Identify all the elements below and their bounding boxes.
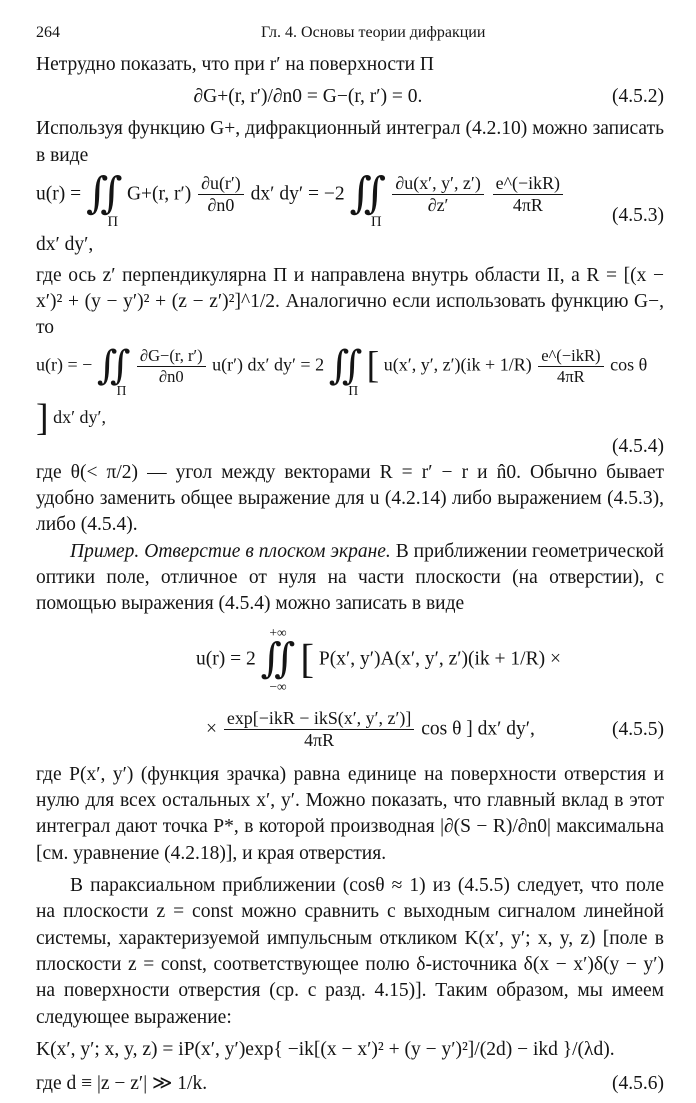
lower-limit: −∞ [269, 679, 287, 695]
equation-number: (4.5.3) [612, 204, 664, 226]
double-integral-sign: ∬ [85, 170, 108, 218]
equation-condition: где d ≡ |z − z′| ≫ 1/k. [36, 1072, 208, 1094]
paragraph-7: В параксиальном приближении (cosθ ≈ 1) из (4.5.5) следует, что поле на плоскости z = const можно сравнить с выходным сигналом линейной системы, характеризуемой импульсным откликом K(x′, y′; x, y, z) [поле в плоскости z = const, соответствующее полю δ-источника δ(x − x′)δ(y − y′) на поверхности отверстия (ср. с разд. 4.15)]. Таким образом, мы имеем следующее выражение: [36, 874, 664, 1028]
integral-with-limits [261, 626, 296, 694]
paragraph-1: Нетрудно показать, что при r′ на поверхности П [36, 54, 434, 75]
equation-number: (4.5.6) [612, 1072, 664, 1094]
eq-lhs: u(r) = 2 [196, 648, 256, 670]
eq-text: × [206, 718, 217, 740]
eq-lhs: u(r) = − [36, 354, 93, 375]
fraction: $\frac{\partial u(r')}{\partial n0}$ [198, 173, 244, 217]
fraction: $\frac{\text{e\textasciicircum{}(−ikR)}}{4\pi R}$ [493, 173, 563, 217]
eq-text: u(x′, y′, z′)(ik + 1/R) [383, 354, 532, 375]
upper-limit: +∞ [269, 624, 287, 640]
fraction: $\frac{\partial G-(r, r')}{\partial n0}$ [137, 346, 206, 387]
page-number: 264 [36, 24, 60, 41]
equation-number: (4.5.4) [612, 435, 664, 457]
double-integral-sign: ∬ [96, 343, 117, 388]
equation-4-5-6 [36, 1035, 664, 1065]
eq-lhs: u(r) = [36, 183, 82, 205]
double-integral-sign: ∬ [260, 636, 296, 682]
running-title: Гл. 4. Основы теории дифракции [261, 24, 486, 41]
paragraph-2: Используя функцию G+, дифракционный интеграл (4.2.10) можно записать в виде [36, 118, 664, 166]
eq-text: P(x′, y′)A(x′, y′, z′)(ik + 1/R) × [318, 648, 561, 670]
double-integral-sign: ∬ [349, 170, 371, 218]
paragraph-5 [36, 539, 664, 618]
eq-text: dx′ dy′, [36, 234, 94, 256]
fraction: $\frac{\text{e\textasciicircum{}(−ikR)}}{4\pi R}$ [538, 346, 603, 387]
paragraph-6: где P(x′, y′) (функция зрачка) равна единице на поверхности отверстия и нулю для всех остальных x′, y′. Можно показать, что главный вклад в этот интеграл дают точка P*, в которой производная |∂(S − R)/∂n0| максимальна [см. уравнение (4.2.18)], и края отверстия. [36, 763, 664, 864]
equation-body [36, 343, 664, 439]
equation-number: (4.5.2) [612, 86, 664, 108]
fraction: $\frac{\text{exp[−ikR − ikS(x′, y′, z′)]}}{4\pi R}$ [224, 708, 414, 752]
equation-body [36, 626, 664, 694]
integration-domain: П [116, 382, 127, 398]
paragraph-4: где θ(< π/2) — угол между векторами R = r′ − r и n̂0. Обычно бывает удобно заменить общее выражение для u (4.2.14) либо выражением (4.5.3), либо (4.5.4). [36, 461, 664, 536]
fraction: $\frac{\partial u(x', y', z')}{\partial z'}$ [392, 173, 483, 217]
equation-body [36, 170, 580, 259]
equation-4-5-6-condition [36, 1069, 664, 1099]
equation-body [36, 708, 580, 752]
integration-domain: П [348, 382, 359, 398]
eq-text: cos θ [610, 354, 648, 375]
paragraph-3: где ось z′ перпендикулярна П и направлена внутрь области II, а R = [(x − x′)² + (y − y′)² + (z − z′)²]^1/2. Аналогично если использовать функцию G−, то [36, 264, 664, 339]
paragraph-text: В приближении геометрической оптики поле, отличное от нуля на части плоскости (на отверстии), с помощью выражения (4.5.4) можно записать в виде [36, 540, 664, 615]
equation-body: K(x′, y′; x, y, z) = iP(x′, y′)exp{ −ik[(x − x′)² + (y − y′)²]/(2d) − ikd }/(λd). [36, 1038, 615, 1060]
integration-domain: П [107, 213, 119, 230]
integration-domain: П [370, 213, 382, 230]
equation-body: ∂G+(r, r′)/∂n0 = G−(r, r′) = 0. [193, 86, 423, 108]
equation-4-5-3 [36, 170, 664, 259]
page-header [36, 22, 664, 52]
green-function: G+(r, r′) [126, 183, 192, 205]
document-page [36, 22, 664, 1103]
double-integral-sign: ∬ [328, 343, 349, 388]
equation-4-5-4 [36, 343, 664, 439]
equation-4-5-2 [36, 82, 664, 112]
left-bracket: [ [366, 344, 380, 387]
equation-4-5-5-line-2 [36, 702, 664, 758]
right-bracket: ] [36, 396, 49, 439]
eq-text: dx′ dy′ = −2 [250, 183, 345, 205]
equation-number: (4.5.5) [612, 718, 664, 740]
example-title: Пример. Отверстие в плоском экране. [70, 540, 391, 562]
eq-text: cos θ ] dx′ dy′, [421, 718, 535, 740]
left-bracket: [ [300, 636, 314, 682]
eq-text: u(r′) dx′ dy′ = 2 [212, 354, 325, 375]
eq-text: dx′ dy′, [53, 406, 106, 427]
equation-4-5-5-line-1 [36, 622, 664, 698]
